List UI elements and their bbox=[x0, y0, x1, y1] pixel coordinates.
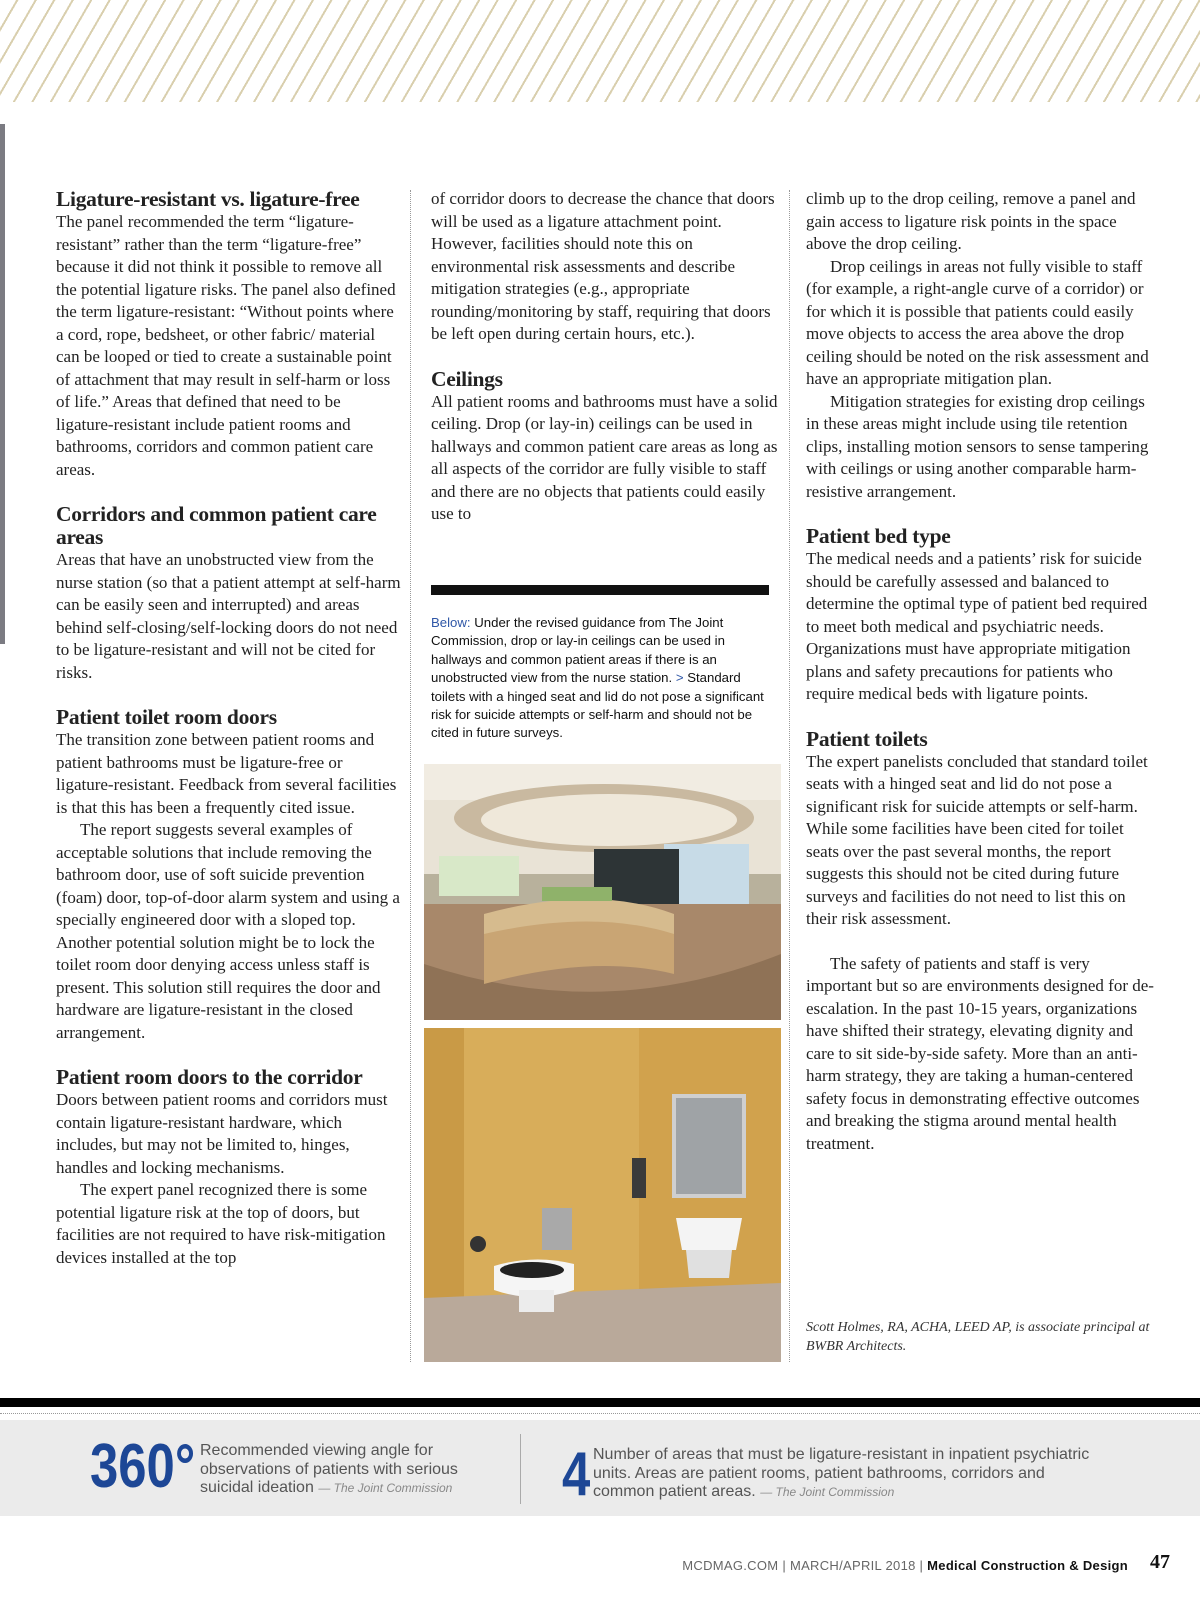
stat-number-4: 4 bbox=[562, 1440, 591, 1509]
body-paragraph: Doors between patient rooms and corridors must contain ligature-resistant hardware, which includes, but may not be limited to, hinges, handles and locking mechanisms. bbox=[56, 1090, 388, 1177]
column-divider bbox=[789, 190, 790, 1362]
body-paragraph: The panel recommended the term “ligature-resistant” rather than the term “ligature-free” because it did not think it possible to remove all the potential ligature risks. The panel also defined the term ligature-resistant: “Without points where a cord, rope, bedsheet, or other fabric/ material can be looped or tied to create a sustainable point of attachment that may result in self-harm or loss of life.” Areas that defined that need to be ligature-resistant include patient rooms and bathrooms, corridors and common patient care areas. bbox=[56, 212, 396, 479]
section-heading: Patient toilets bbox=[806, 726, 928, 751]
body-paragraph: All patient rooms and bathrooms must have a solid ceiling. Drop (or lay-in) ceilings can be used in hallways and common patient care areas as long as all aspects of the corridor are fully visible to staff and there are no objects that patients could easily use to bbox=[431, 391, 778, 523]
stat-text: Number of areas that must be ligature-resistant in inpatient psychiatric units. Areas are patient rooms, patient bathrooms, corridors and common patient areas. bbox=[593, 1446, 1090, 1500]
section-heading: Patient toilet room doors bbox=[56, 705, 277, 729]
stat-number-360: 360° bbox=[90, 1432, 196, 1501]
section-heading: Ligature-resistant vs. ligature-free bbox=[56, 187, 360, 211]
caption-rule bbox=[431, 585, 769, 595]
article-column-3 bbox=[806, 188, 1158, 1155]
stat-source: — The Joint Commission bbox=[760, 1485, 895, 1499]
footer-issue: MARCH/APRIL 2018 bbox=[789, 1558, 916, 1573]
stat-source: — The Joint Commission bbox=[318, 1481, 453, 1495]
patient-toilet-photo bbox=[424, 1028, 781, 1362]
patient-toilet-illustration bbox=[424, 1028, 781, 1362]
body-paragraph: The safety of patients and staff is very important but so are environments designed for de-escalation. In the past 10-15 years, organizations have shifted their strategy, elevating dignity and care to sit side-by-side safety. More than an anti-harm strategy, they are taking a human-centered safety focus in demonstrating effective outcomes and breaking the stigma around mental health treatment. bbox=[806, 953, 1154, 1153]
body-paragraph: The report suggests several examples of acceptable solutions that include removing the bathroom door, use of soft suicide prevention (foam) door, top-of-door alarm system and using a specially engineered door with a sloped top. Another potential solution might be to lock the toilet room door denying access unless staff is present. This solution still requires the door and hardware are ligature-resistant in the closed arrangement. bbox=[56, 820, 400, 1042]
nurse-station-photo bbox=[424, 764, 781, 1020]
photo-caption bbox=[431, 614, 776, 743]
stats-dotted-rule bbox=[0, 1413, 1200, 1414]
page-edge-strip bbox=[0, 124, 5, 644]
stat-description-360 bbox=[200, 1442, 490, 1498]
body-paragraph: The expert panel recognized there is some potential ligature risk at the top of doors, but facilities are not required to have risk-mitigation devices installed at the top bbox=[56, 1180, 386, 1267]
section-heading: Patient bed type bbox=[806, 524, 951, 548]
body-paragraph: Drop ceilings in areas not fully visible to staff (for example, a right-angle curve of a corridor) or for which it is possible that patients could easily move objects to access the area above the drop ceiling should be noted on the risk assessment and have an appropriate mitigation plan. bbox=[806, 256, 1149, 388]
body-paragraph: of corridor doors to decrease the chance that doors will be used as a ligature attachment point. However, facilities should note this on environmental risk assessments and describe mitigation strategies (e.g., appropriate rounding/monitoring by staff, requiring that doors be left open during certain hours, etc.). bbox=[431, 189, 775, 343]
stats-top-rule bbox=[0, 1398, 1200, 1407]
body-paragraph: Mitigation strategies for existing drop ceilings in these areas might include using tile retention clips, installing motion sensors to sense tampering with ceilings or using another comparable harm-resistive arrangement. bbox=[806, 391, 1149, 501]
article-column-1 bbox=[56, 188, 402, 1269]
stat-text: Recommended viewing angle for observations of patients with serious suicidal ideation bbox=[200, 1442, 458, 1496]
caption-label: Below: bbox=[431, 615, 471, 630]
body-paragraph: The expert panelists concluded that standard toilet seats with a hinged seat and lid do not pose a significant risk for suicide attempts or self-harm. While some facilities have been cited for toilet seats over the past several months, the report suggests this should not be cited during future surveys and facilities do not need to list this on their risk assessment. bbox=[806, 751, 1148, 928]
footer-site: MCDMAG.COM bbox=[682, 1558, 779, 1573]
column-divider bbox=[410, 190, 411, 1362]
caption-text-1: Under the revised guidance from The Joint Commission, drop or lay-in ceilings can be used in hallways and common patient areas if there is an unobstructed view from the nurse station. bbox=[431, 615, 725, 686]
article-column-2 bbox=[431, 188, 781, 526]
section-heading: Corridors and common patient care areas bbox=[56, 502, 377, 549]
author-byline: Scott Holmes, RA, ACHA, LEED AP, is associate principal at BWBR Architects. bbox=[806, 1320, 1150, 1354]
page-number: 47 bbox=[1150, 1551, 1170, 1573]
caption-arrow-icon: > bbox=[675, 670, 684, 686]
nurse-station-illustration bbox=[424, 764, 781, 1020]
body-paragraph: The medical needs and a patients’ risk for suicide should be carefully assessed and balanced to determine the optimal type of patient bed required to meet both medical and psychiatric needs. Organizations must have appropriate mitigation plans and safety precautions for patients who require medical beds with ligature points. bbox=[806, 549, 1148, 703]
body-paragraph: climb up to the drop ceiling, remove a panel and gain access to ligature risk points in the space above the drop ceiling. bbox=[806, 189, 1136, 253]
stats-divider bbox=[520, 1434, 521, 1504]
caption-text-2: Standard toilets with a hinged seat and lid do not pose a significant risk for suicide attempts or self-harm and should not be cited in future surveys. bbox=[431, 670, 764, 741]
page-footer: MCDMAG.COM | MARCH/APRIL 2018 | Medical Construction & Design bbox=[682, 1558, 1128, 1573]
footer-publication: Medical Construction & Design bbox=[927, 1558, 1128, 1573]
section-heading: Patient room doors to the corridor bbox=[56, 1065, 363, 1089]
body-paragraph: The transition zone between patient rooms and patient bathrooms must be ligature-free or ligature-resistant. Feedback from several facilities is that this has been a frequently cited issue. bbox=[56, 730, 397, 817]
decorative-stripe-band bbox=[0, 0, 1200, 102]
stat-description-4 bbox=[593, 1446, 1093, 1502]
body-paragraph: Areas that have an unobstructed view from the nurse station (so that a patient attempt at self-harm can be easily seen and interrupted) and areas behind self-closing/self-locking doors do not need to be ligature-resistant and will not be cited for risks. bbox=[56, 550, 401, 682]
paragraph-gap bbox=[806, 931, 1158, 953]
section-heading: Ceilings bbox=[431, 366, 503, 391]
